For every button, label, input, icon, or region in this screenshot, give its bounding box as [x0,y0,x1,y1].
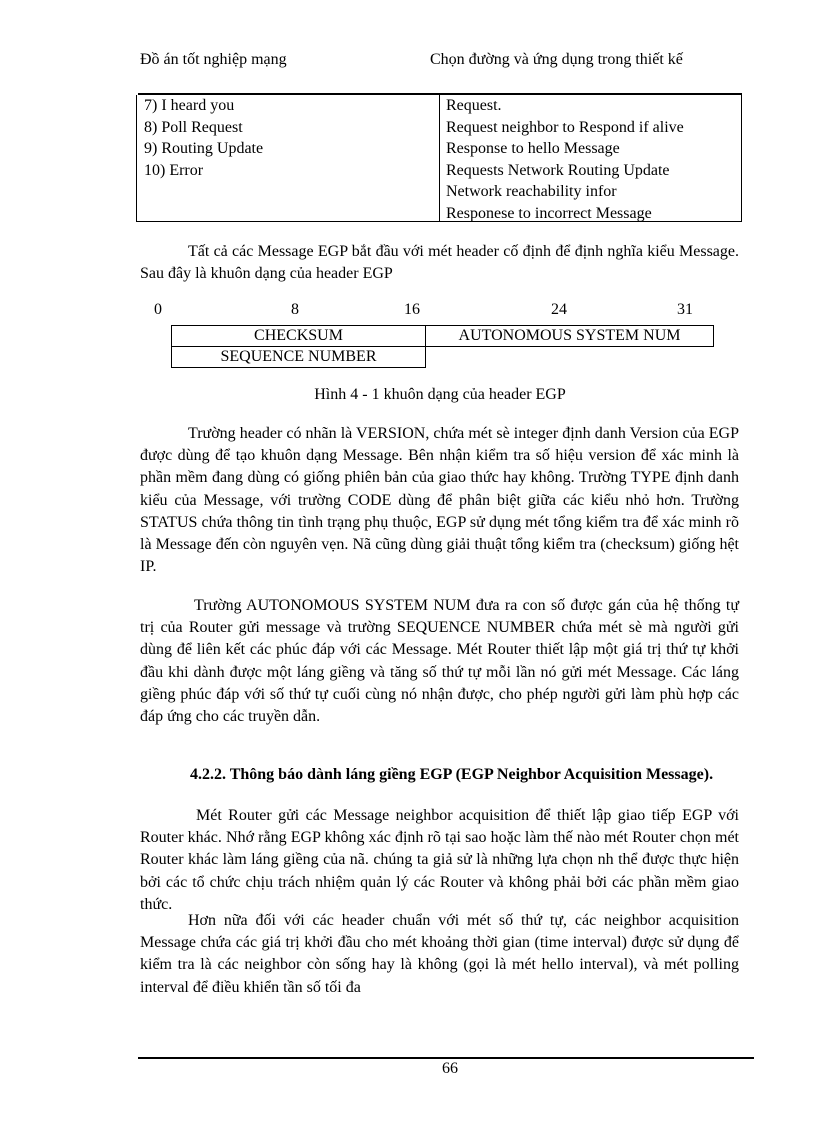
bit-ruler-8: 8 [291,301,299,318]
paragraph-text: Tất cả các Message EGP bắt đầu với mét header cố định để định nghĩa kiểu Message. Sau đây là khuôn dạng của header EGP [140,243,739,283]
version-paragraph [140,423,739,578]
bit-ruler-0: 0 [154,301,162,318]
running-header-left: Đồ án tốt nghiệp mạng [140,51,287,68]
table-cell: 9) Routing Update [144,140,264,157]
table-cell: Requests Network Routing Update [446,161,670,179]
table-cell: Response to hello Message [446,140,620,157]
neighbor-acquisition-paragraph [140,805,739,916]
bit-ruler-24: 24 [551,301,567,318]
table-cell: Request. [446,97,502,114]
paragraph-text: Trường AUTONOMOUS SYSTEM NUM đưa ra con số được gán của hệ thống tự trị của Router gửi message và trường SEQUENCE NUMBER chứa mét sè mà người gửi dùng để liên kết các phúc đáp với các Message. Mét Router thiết lập một giá trị thứ tự khởi đầu khi dành được một láng giềng và tăng số thứ tự mỗi lần nó gửi mét Message. Các láng giềng phúc đáp với số thứ tự cuối cùng nó nhận được, cho phép người gửi làm phù hợp các đáp ứng cho các truyền dẫn. [140,597,739,726]
table-cell: Request neighbor to Respond if alive [446,118,684,136]
figure-caption: Hình 4 - 1 khuôn dạng của header EGP [314,386,566,403]
table-cell: Responese to incorrect Message [446,204,652,222]
autonomous-system-num-field: AUTONOMOUS SYSTEM NUM [425,325,714,347]
message-type-column [144,95,434,181]
autonomous-system-paragraph [140,595,739,728]
paragraph-text: Mét Router gửi các Message neighbor acquisition để thiết lập giao tiếp EGP với Router khác. Nhớ rằng EGP không xác định rõ tại sao hoặc làm thế nào mét Router chọn mét Router khác làm láng giềng của nã. chúng ta giả sử là những lựa chọn nh thể được thực hiện bởi các tổ chức chịu trách nhiệm quản lý các Router và không phải bởi các phần mềm giao thức. [140,807,739,913]
section-heading: 4.2.2. Thông báo dành láng giềng EGP (EGP Neighbor Acquisition Message). [190,766,714,783]
table-cell: 8) Poll Request [144,118,243,136]
sequence-number-field: SEQUENCE NUMBER [171,346,426,368]
interval-paragraph [140,910,739,999]
intro-paragraph [140,241,739,285]
table-cell: Network reachability infor [446,183,617,200]
running-header-right: Chọn đường và ứng dụng trong thiết kế [430,51,683,68]
message-type-table [136,95,742,222]
paragraph-text: Hơn nữa đối với các header chuẩn với mét số thứ tự, các neighbor acquisition Message chứa các giá trị khởi đầu cho mét khoảng thời gian (time interval) được sử dụng để kiểm tra là các neighbor còn sống hay là không (gọi là mét hello interval), và mét polling interval để điều khiển tần số tối đa [140,912,739,996]
page-number: 66 [442,1060,458,1077]
footer-rule [138,1057,754,1059]
table-cell: 10) Error [144,161,204,179]
table-column-divider [439,95,440,221]
checksum-field: CHECKSUM [171,325,426,347]
table-cell: 7) I heard you [144,97,235,114]
bit-ruler-16: 16 [404,301,420,318]
message-meaning-column [446,95,746,224]
paragraph-text: Trường header có nhãn là VERSION, chứa mét sè integer định danh Version của EGP được dùng để tạo khuôn dạng Message. Bên nhận kiểm tra số hiệu version để xác minh là phần mềm đang dùng có giống phiên bản của giao thức hay không. Trường TYPE định danh kiểu của Message, với trường CODE dùng để phân biệt giữa các kiểu nhỏ hơn. Trường STATUS chứa thông tin tình trạng phụ thuộc, EGP sử dụng mét tổng kiểm tra để xác minh rõ là Message đến còn nguyên vẹn. Nã cũng dùng giải thuật tổng kiểm tra (checksum) giống hệt IP. [140,425,739,576]
bit-ruler-31: 31 [677,301,693,318]
